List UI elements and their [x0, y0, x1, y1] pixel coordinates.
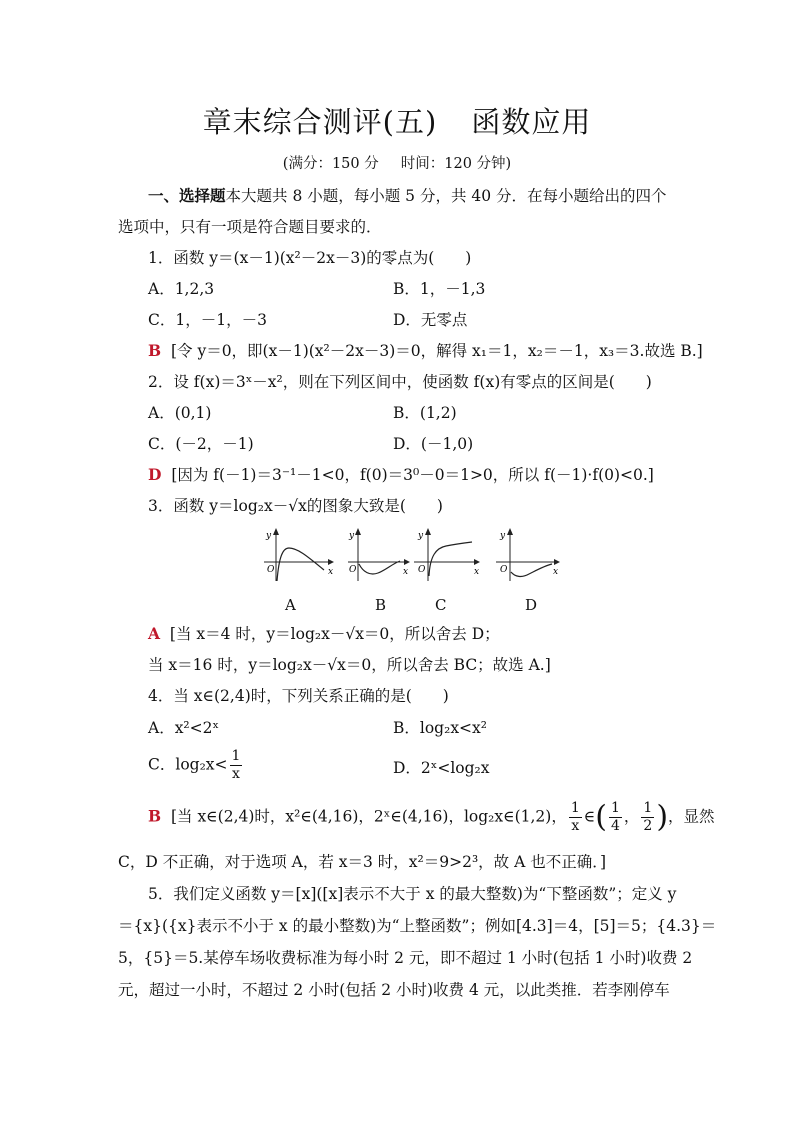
fraction: $\frac{1}{2}$ [643, 800, 653, 834]
q1-solution: B [令 y＝0，即(x－1)(x²－2x－3)＝0，解得 x₁＝1，x₂＝－1，x₃＝3.故选 B.] [148, 341, 703, 360]
q1-stem: 1．函数 y＝(x－1)(x²－2x－3)的零点为( ) [148, 249, 472, 267]
q4-option-c: C．log₂x< $\frac{1}{x}$ [148, 748, 241, 782]
q3-answer: A [148, 624, 161, 643]
q3-caption-a: A [285, 596, 296, 614]
q5-line-2: ＝{x}({x}表示不小于 x 的最小整数)为“上整函数”；例如[4.3]＝4，[5]＝5；{4.3}＝ [118, 917, 717, 935]
page-title [0, 100, 794, 141]
axis-label-x: x [474, 567, 480, 577]
q4-stem: 4．当 x∈(2,4)时，下列关系正确的是( ) [148, 687, 449, 705]
axis-label-x: x [328, 567, 334, 577]
score-info: (满分：150 分 [282, 156, 379, 172]
q3-caption-b: B [375, 596, 387, 614]
section-intro-line-1: 一、选择题本大题共 8 小题，每小题 5 分，共 40 分．在每小题给出的四个 [148, 186, 667, 205]
q1-answer: B [148, 341, 162, 360]
q3-graph-a [264, 528, 334, 582]
q4-solution-line-2: C，D 不正确，对于选项 A，若 x＝3 时，x²＝9>2³，故 A 也不正确．] [118, 853, 607, 871]
section-intro-line-2: 选项中，只有一项是符合题目要求的． [118, 218, 382, 236]
q3-graph-c [414, 528, 480, 582]
q4-answer: B [148, 806, 162, 826]
fraction: $\frac{1}{x}$ [570, 800, 580, 834]
q1-option-b: B．1，－1,3 [393, 280, 486, 298]
q3-solution: A [当 x＝4 时，y＝log₂x－√x＝0，所以舍去 D； [148, 624, 500, 643]
q3-caption-c: C [435, 596, 447, 614]
q1-option-a: A．1,2,3 [148, 280, 215, 298]
time-info: 时间：120 分钟) [400, 156, 512, 172]
q3-caption-d: D [525, 596, 538, 614]
axis-label-x: x [553, 567, 559, 577]
axis-label-y: y [500, 531, 506, 541]
q1-option-c: C．1，－1，－3 [148, 311, 267, 329]
q4-option-a: A．x²<2ˣ [148, 719, 220, 737]
q5-line-3: 5，{5}＝5.某停车场收费标准为每小时 2 元，即不超过 1 小时(包括 1 小时)收费 2 [118, 949, 693, 967]
q2-option-a: A．(0,1) [148, 404, 212, 422]
section-heading: 一、选择题 [148, 186, 226, 205]
axis-label-y: y [349, 531, 355, 541]
q4-option-d: D．2ˣ<log₂x [393, 759, 490, 777]
q4-solution: B [当 x∈(2,4)时，x²∈(4,16)，2ˣ∈(4,16)，log₂x∈(1,2)， $\frac{1}{x}$ ∈( $\frac{1}{4}$ ， $\frac{1}{2}$ )，显然 [148, 799, 715, 835]
fraction: $\frac{1}{x}$ [231, 748, 241, 782]
q3-graph-b [348, 528, 410, 582]
q3-stem: 3．函数 y＝log₂x－√x的图象大致是( ) [148, 497, 443, 515]
q5-line-4: 元，超过一小时，不超过 2 小时(包括 2 小时)收费 4 元，以此类推．若李刚停车 [118, 981, 670, 999]
fraction: $\frac{1}{4}$ [610, 800, 620, 834]
title-main: 章末综合测评(五) [202, 105, 438, 139]
q2-stem: 2．设 f(x)＝3ˣ－x²，则在下列区间中，使函数 f(x)有零点的区间是( ) [148, 373, 652, 391]
axis-origin-label: O [267, 565, 275, 575]
axis-label-x: x [403, 567, 409, 577]
q2-option-d: D．(－1,0) [393, 435, 474, 453]
q2-answer: D [148, 465, 162, 484]
q5-line-1: 5．我们定义函数 y＝[x]([x]表示不大于 x 的最大整数)为“下整函数”；定义 y [148, 885, 677, 903]
exam-info [0, 152, 794, 173]
q2-option-c: C．(－2，－1) [148, 435, 254, 453]
axis-label-y: y [266, 531, 272, 541]
q4-option-b: B．log₂x<x² [393, 719, 487, 737]
axis-origin-label: O [500, 565, 508, 575]
q3-solution-line-2: 当 x＝16 时，y＝log₂x－√x＝0，所以舍去 BC；故选 A.] [148, 656, 551, 674]
axis-origin-label: O [418, 565, 426, 575]
q3-graph-d [496, 528, 560, 582]
title-sub: 函数应用 [471, 105, 592, 139]
q1-option-d: D．无零点 [393, 311, 468, 329]
q2-solution: D [因为 f(－1)＝3⁻¹－1<0，f(0)＝3⁰－0＝1>0，所以 f(－1)·f(0)<0.] [148, 465, 654, 484]
q2-option-b: B．(1,2) [393, 404, 457, 422]
axis-origin-label: O [349, 565, 357, 575]
axis-label-y: y [418, 531, 424, 541]
